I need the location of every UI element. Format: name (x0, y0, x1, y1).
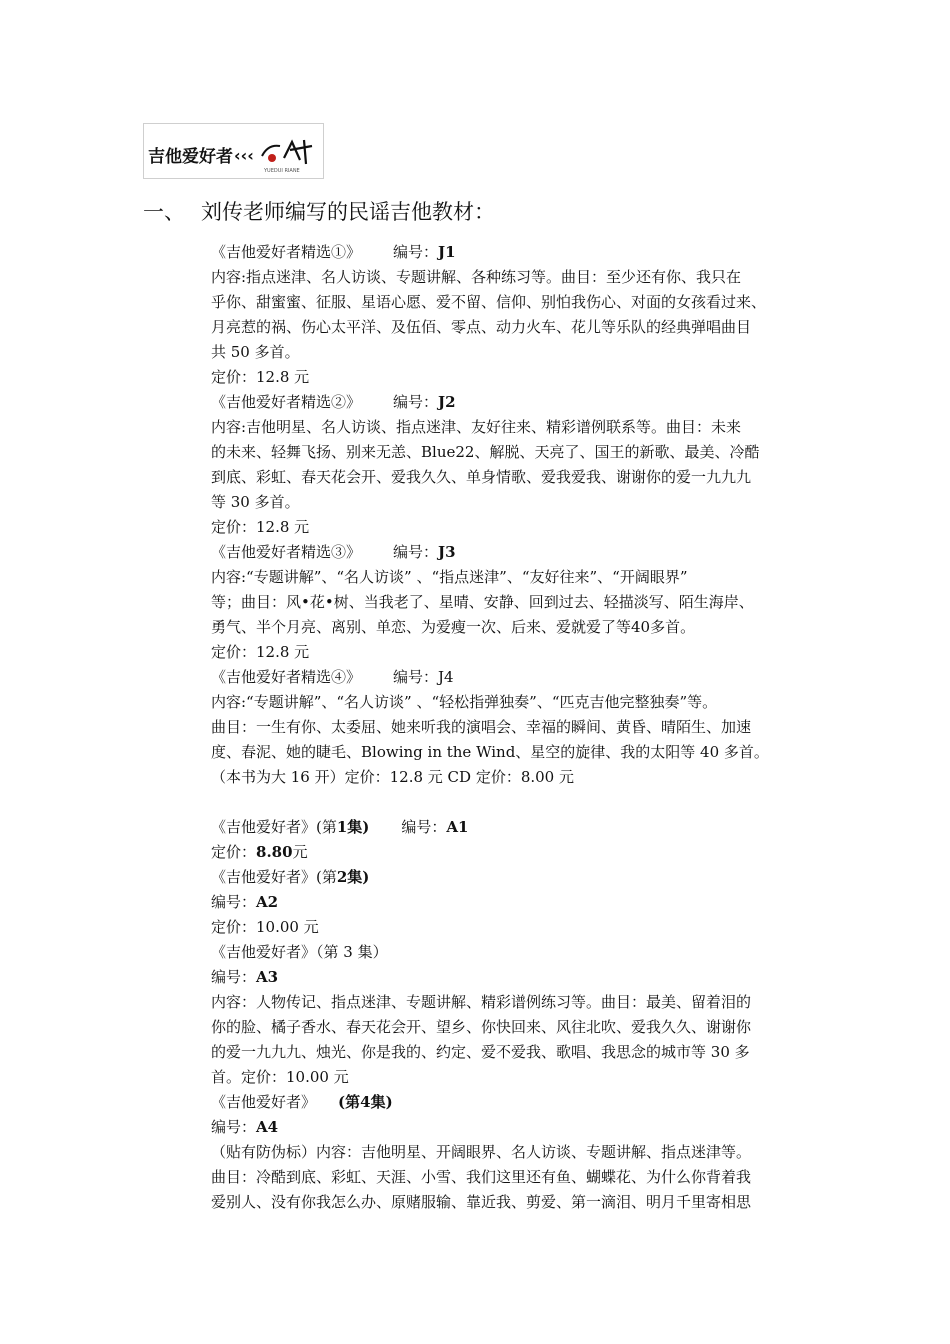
logo-brand-text: 吉他爱好者 (148, 147, 233, 167)
book-title-row (211, 240, 807, 265)
book-code: J3 (438, 543, 456, 561)
book-desc-line: （本书为大 16 开）定价：12.8 元 CD 定价：8.00 元 (211, 768, 574, 786)
volume-suffix: 集) (370, 1093, 393, 1111)
section-number: 一、 (143, 200, 185, 224)
book-list (211, 240, 807, 1215)
volume-number: 2 (336, 868, 348, 886)
book-desc-line: 内容:“专题讲解”、“名人访谈” 、“轻松指弹独奏”、“匹克吉他完整独奏”等。 (211, 693, 718, 711)
book-title: 《吉他爱好者精选①》 (211, 243, 362, 261)
book-desc-line: 内容：人物传记、指点迷津、专题讲解、精彩谱例练习等。曲目：最美、留着泪的 (211, 993, 752, 1011)
volume-number: 4 (360, 1093, 371, 1111)
book-code-row (211, 1115, 807, 1140)
book-desc-line: 到底、彩虹、春天花会开、爱我久久、单身情歌、爱我爱我、谢谢你的爱一九九九 (211, 468, 752, 486)
book-desc-line: 度、春泥、她的睫毛、Blowing in the Wind、星空的旋律、我的太阳等 40 多首。 (211, 743, 769, 761)
code-label: 编号： (401, 818, 447, 836)
code-label: 编号： (393, 393, 439, 411)
code-label: 编号： (211, 968, 257, 986)
book-desc-line: 内容:吉他明星、名人访谈、指点迷津、友好往来、精彩谱例联系等。曲目：未来 (211, 418, 742, 436)
book-desc-line: 的未来、轻舞飞扬、别来无恙、Blue22、解脱、天亮了、国王的新歌、最美、冷酷 (211, 443, 760, 461)
price-label: 定价： (211, 843, 257, 861)
code-label: 编号： (393, 243, 439, 261)
brand-logo (143, 123, 324, 179)
book-desc-line: 曲目：冷酷到底、彩虹、天涯、小雪、我们这里还有鱼、蝴蝶花、为什么你背着我 (211, 1168, 752, 1186)
book-code-row (211, 890, 807, 915)
book-desc-line: 等 30 多首。 (211, 493, 300, 511)
book-desc-line: （贴有防伪标）内容：吉他明星、开阔眼界、名人访谈、专题讲解、指点迷津等。 (211, 1143, 752, 1161)
book-code: J2 (438, 393, 456, 411)
book-desc-line: 的爱一九九九、烛光、你是我的、约定、爱不爱我、歌唱、我思念的城市等 30 多 (211, 1043, 750, 1061)
book-code: A3 (256, 968, 279, 986)
price-unit: 元 (292, 843, 308, 861)
book-code-row (211, 965, 807, 990)
volume-prefix: (第 (338, 1093, 361, 1111)
section-heading (143, 196, 495, 228)
book-desc-line: 月亮惹的祸、伤心太平洋、及伍佰、零点、动力火车、花儿等乐队的经典弹唱曲目 (211, 318, 752, 336)
book-title-row (211, 1090, 807, 1115)
book-desc-line: 你的脸、橘子香水、春天花会开、望乡、你快回来、风往北吹、爱我久久、谢谢你 (211, 1018, 752, 1036)
volume-suffix: 集) (347, 868, 370, 886)
book-price: 定价：12.8 元 (211, 643, 310, 661)
book-title: 《吉他爱好者精选④》 (211, 668, 362, 686)
logo-red-dot-icon (268, 154, 276, 162)
book-desc-line: 内容:“专题讲解”、“名人访谈” 、“指点迷津”、“友好往来”、“开阔眼界” (211, 568, 688, 586)
book-title-row (211, 865, 807, 890)
logo-sub-text: YUEDUI RIANE (264, 168, 300, 174)
volume-number: 1 (336, 818, 348, 836)
book-code: A1 (446, 818, 469, 836)
book-title-row (211, 815, 807, 840)
book-code: A2 (256, 893, 279, 911)
book-desc-line: 曲目：一生有你、太委屈、她来听我的演唱会、幸福的瞬间、黄昏、晴陌生、加速 (211, 718, 752, 736)
book-desc-line: 首。定价：10.00 元 (211, 1068, 349, 1086)
spacer (211, 790, 807, 815)
book-code: J4 (438, 668, 454, 686)
book-title: 《吉他爱好者》(第 (211, 818, 337, 836)
book-title: 《吉他爱好者》 (211, 1093, 317, 1111)
book-desc-line: 共 50 多首。 (211, 343, 300, 361)
book-desc-line: 勇气、半个月亮、离别、单恋、为爱瘦一次、后来、爱就爱了等40多首。 (211, 618, 696, 636)
book-desc-line: 等；曲目：风•花•树、当我老了、星晴、安静、回到过去、轻描淡写、陌生海岸、 (211, 593, 754, 611)
section-title: 刘传老师编写的民谣吉他教材： (201, 200, 495, 224)
book-code: J1 (438, 243, 456, 261)
book-price: 定价：12.8 元 (211, 518, 310, 536)
code-label: 编号： (393, 543, 439, 561)
book-desc-line: 爱别人、没有你我怎么办、原赌服输、靠近我、剪爱、第一滴泪、明月千里寄相思 (211, 1193, 752, 1211)
price-value: 8.80 (256, 843, 293, 861)
code-label: 编号： (211, 1118, 257, 1136)
book-title-row (211, 665, 807, 690)
code-label: 编号： (211, 893, 257, 911)
book-title-row (211, 390, 807, 415)
code-label: 编号： (393, 668, 439, 686)
book-desc-line: 内容:指点迷津、名人访谈、专题讲解、各种练习等。曲目：至少还有你、我只在 (211, 268, 742, 286)
book-price: 定价：12.8 元 (211, 368, 310, 386)
logo-calligraphy-icon (284, 140, 312, 164)
book-price (211, 840, 807, 865)
book-title-row (211, 540, 807, 565)
book-title: 《吉他爱好者》(第 (211, 868, 337, 886)
logo-chevrons-icon: ‹‹‹ (234, 146, 254, 165)
book-desc-line: 乎你、甜蜜蜜、征服、星语心愿、爱不留、信仰、别怕我伤心、对面的女孩看过来、 (211, 293, 767, 311)
book-title: 《吉他爱好者精选③》 (211, 543, 362, 561)
logo-image (144, 124, 323, 178)
book-price: 定价：10.00 元 (211, 918, 319, 936)
book-title: 《吉他爱好者精选②》 (211, 393, 362, 411)
volume-suffix: 集) (347, 818, 370, 836)
book-title: 《吉他爱好者》（第 3 集） (211, 943, 388, 961)
book-code: A4 (256, 1118, 279, 1136)
